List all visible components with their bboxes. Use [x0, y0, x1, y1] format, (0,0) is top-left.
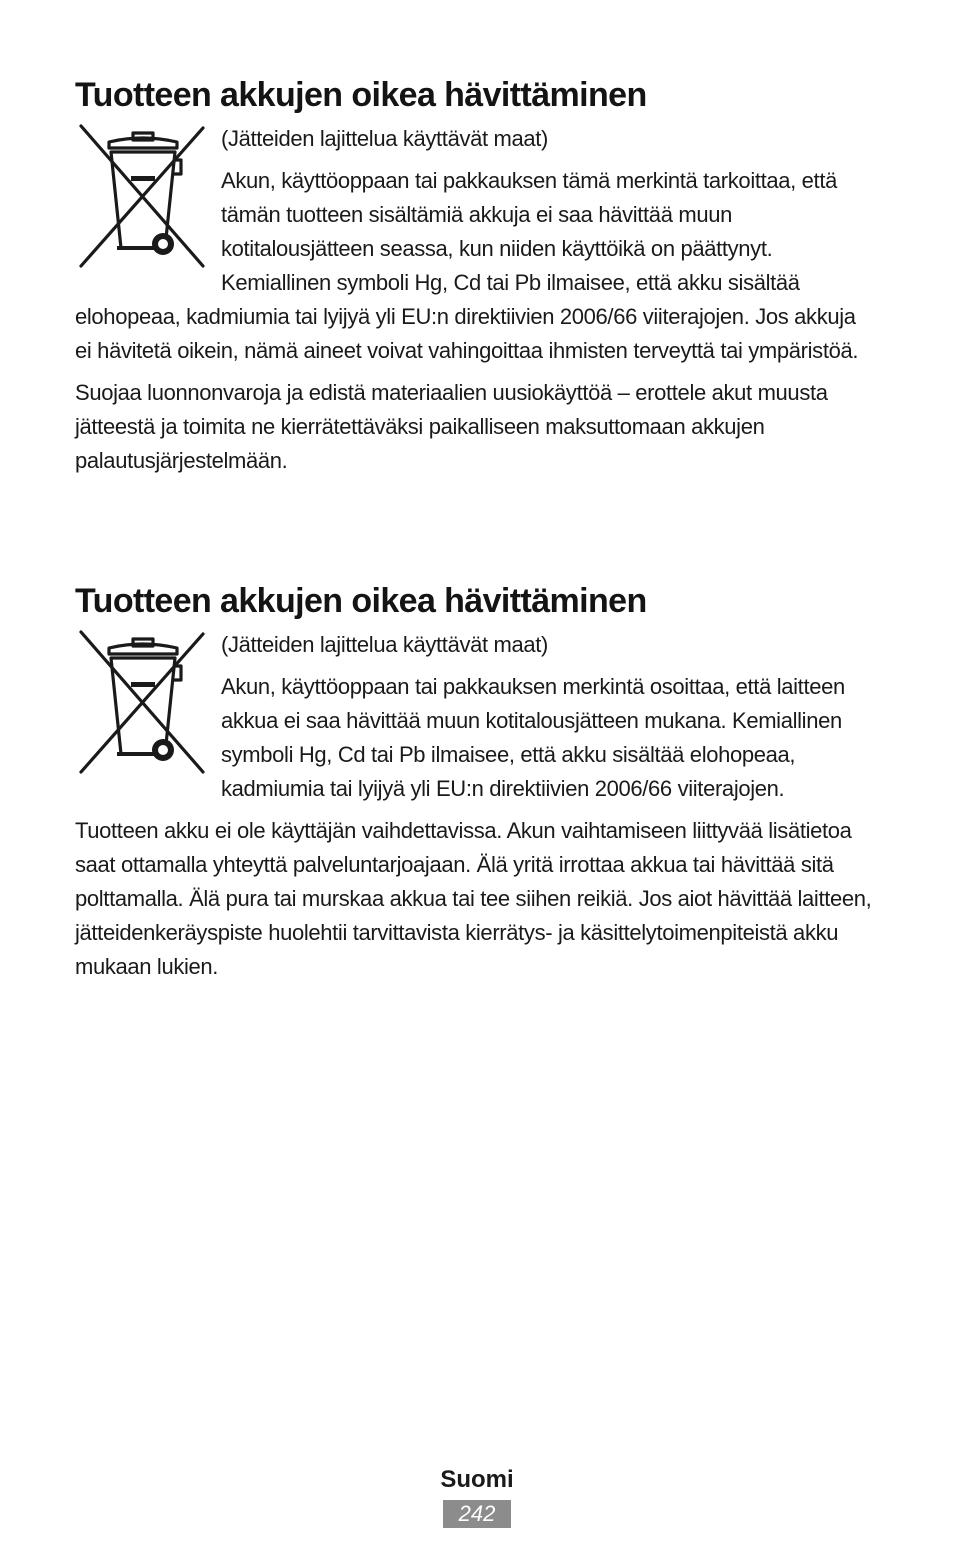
region-note: (Jätteiden lajittelua käyttävät maat) — [221, 126, 548, 151]
page-footer — [0, 1464, 954, 1528]
section-body — [75, 628, 875, 984]
paragraph: Akun, käyttöoppaan tai pakkauksen merkintä osoittaa, että laitteen akkua ei saa hävittää muun kotitalousjätteen mukana. Kemiallinen symboli Hg, Cd tai Pb ilmaisee, että akku sisältää elohopeaa, kadmiumia tai lyijyä yli EU:n direktiivien 2006/66 viiterajojen. — [221, 674, 845, 801]
section-heading: Tuotteen akkujen oikea hävittäminen — [75, 582, 647, 620]
crossed-out-wheeled-bin-icon — [75, 628, 205, 778]
paragraph: Akun, käyttöoppaan tai pakkauksen tämä merkintä tarkoittaa, että tämän tuotteen sisältämiä akkuja ei saa hävittää muun kotitalousjätteen seassa, kun niiden käyttöikä on päättynyt. Kemiallinen symboli Hg, Cd tai Pb ilmaisee, että akku sisältää elohopeaa, kadmiumia tai lyijyä yli EU:n direktiivien 2006/66 viiterajojen. Jos akkuja ei hävitetä oikein, nämä aineet voivat vahingoittaa ihmisten terveyttä tai ympäristöä. — [75, 168, 859, 363]
crossed-out-wheeled-bin-icon — [75, 122, 205, 272]
paragraph: Suojaa luonnonvaroja ja edistä materiaalien uusiokäyttöä – erottele akut muusta jätteestä ja toimita ne kierrätettäväksi paikalliseen maksuttomaan akkujen palautusjärjestelmään. — [75, 380, 828, 473]
section-heading: Tuotteen akkujen oikea hävittäminen — [75, 76, 647, 114]
battery-disposal-section-2 — [75, 580, 875, 984]
section-body — [75, 122, 875, 478]
footer-language: Suomi — [440, 1466, 514, 1493]
region-note: (Jätteiden lajittelua käyttävät maat) — [221, 632, 548, 657]
battery-disposal-section-1 — [75, 74, 875, 478]
paragraph: Tuotteen akku ei ole käyttäjän vaihdettavissa. Akun vaihtamiseen liittyvää lisätietoa saat ottamalla yhteyttä palveluntarjoajaan. Älä yritä irrottaa akkua tai hävittää sitä polttamalla. Älä pura tai murskaa akkua tai tee siihen reikiä. Jos aiot hävittää laitteen, jätteidenkeräyspiste huolehtii tarvittavista kierrätys- ja käsittelytoimenpiteistä akku mukaan lukien. — [75, 818, 872, 979]
page-number: 242 — [443, 1500, 511, 1528]
